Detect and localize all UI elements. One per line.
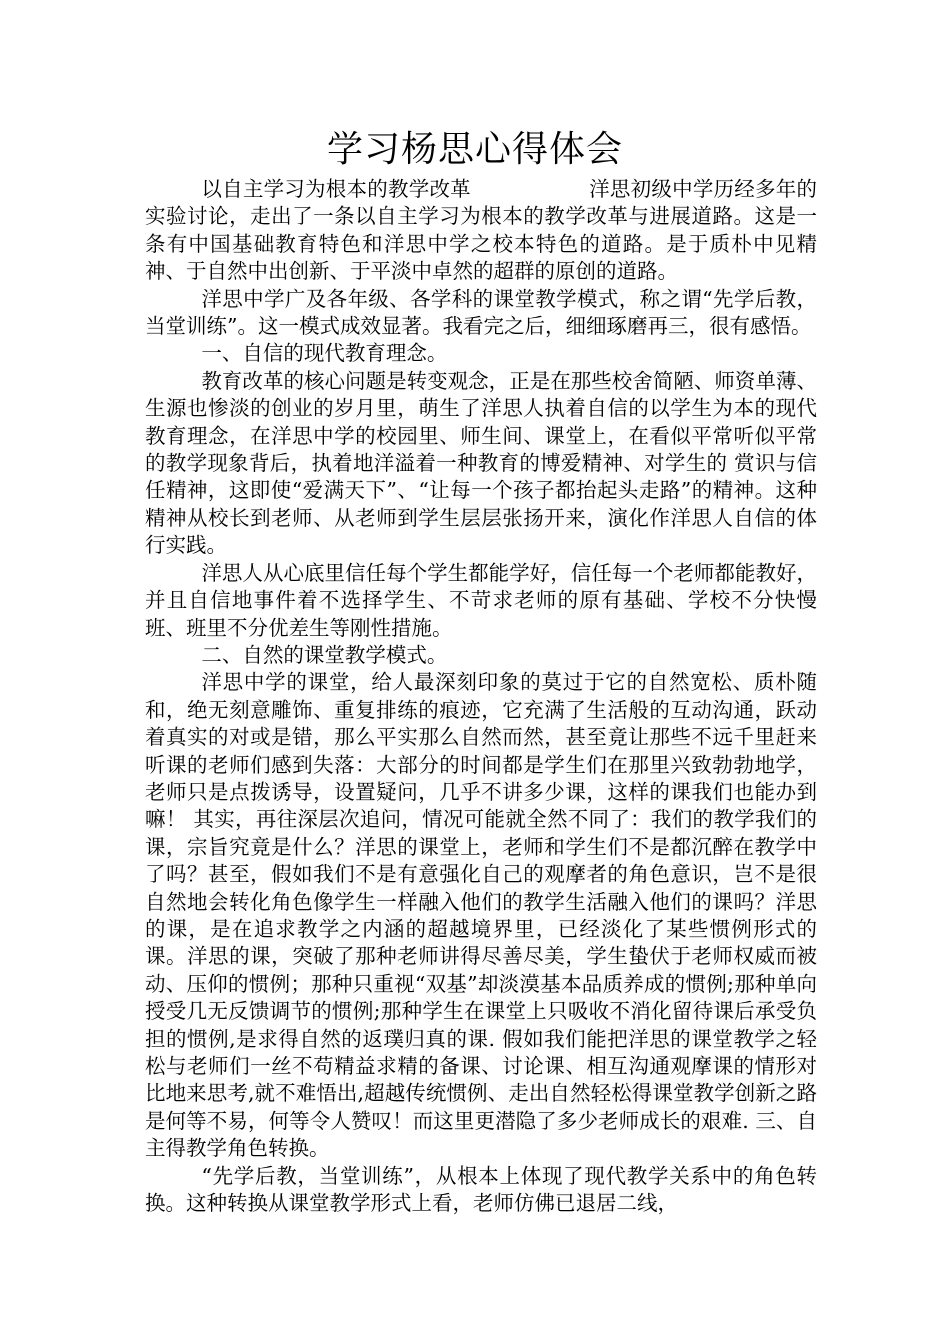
paragraph: 教育改革的核心问题是转变观念，正是在那些校舍简陋、师资单薄、生源也惨淡的创业的岁月里，萌生了洋思人执着自信的以学生为本的现代教育理念，在洋思中学的校园里、师生间、课堂上，在看似平常听似平常的教学现象背后，执着地洋溢着一种教育的博爱精神、对学生的 赏识与信任精神，这即使“爱满天下”、“让每一个孩子都抬起头走路”的精神。这种精神从校长到老师、从老师到学生层层张扬开来，演化作洋思人自信的体行实践。 — [145, 368, 817, 558]
section-heading-2: 二、自然的课堂教学模式。 — [201, 642, 448, 667]
paragraph: 洋思中学的课堂，给人最深刻印象的莫过于它的自然宽松、质朴随和，绝无刻意雕饰、重复排练的痕迹，它充满了生活般的互动沟通，跃动着真实的对或是错，那么平实那么自然而然，甚至竟让那些不远千里赶来听课的老师们感到失落：大部分的时间都是学生们在那里兴致勃勃地学，老师只是点拨诱导，设置疑问，几乎不讲多少课，这样的课我们也能办到嘛！ 其实，再往深层次追问，情况可能就全然不同了：我们的教学我们的课，宗旨究竟是什么？洋思的课堂上，老师和学生们不是都沉醉在教学中了吗？甚至，假如我们不是有意强化自己的观摩者的角色意识，岂不是很自然地会转化角色像学生一样融入他们的教学生活融入他们的课吗？洋思的课，是在追求教学之内涵的超越境界里，已经淡化了某些惯例形式的课。洋思的课，突破了那种老师讲得尽善尽美，学生蛰伏于老师权威而被动、压仰的惯例；那种只重视“双基”却淡漠基本品质养成的惯例;那种单向授受几无反馈调节的惯例;那种学生在课堂上只吸收不消化留待课后承受负担的惯例,是求得自然的返璞归真的课. 假如我们能把洋思的课堂教学之轻松与老师们一丝不苟精益求精的备课、讨论课、相互沟通观摩课的情形对比地来思考,就不难悟出,超越传统惯例、走出自然轻松得课堂教学创新之路是何等不易，何等令人赞叹！而这里更潜隐了多少老师成长的艰难. 三、自主得教学角色转换。 — [145, 670, 817, 1161]
paragraph-intro — [145, 176, 817, 286]
intro-text: 洋思初级中学历经多年的实验讨论，走出了一条以自主学习为根本的教学改革与进展道路。这是一条有中国基础教育特色和洋思中学之校本特色的道路。是于质朴中见精神、于自然中出创新、于平淡中卓然的超群的原创的道路。 — [145, 177, 817, 284]
document-body — [145, 176, 817, 1217]
intro-heading: 以自主学习为根本的教学改革 — [201, 177, 471, 201]
paragraph: 洋思人从心底里信任每个学生都能学好，信任每一个老师都能教好，并且自信地事件着不选择学生、不苛求老师的原有基础、学校不分快慢班、班里不分优差生等刚性措施。 — [145, 560, 817, 640]
paragraph: 洋思中学广及各年级、各学科的课堂教学模式，称之谓“先学后教，当堂训练”。这一模式成效显著。我看完之后，细细琢磨再三，很有感悟。 — [145, 286, 817, 339]
paragraph: “先学后教，当堂训练”，从根本上体现了现代教学关系中的角色转换。这种转换从课堂教学形式上看，老师仿佛已退居二线， — [145, 1163, 817, 1216]
section-heading-1: 一、自信的现代教育理念。 — [201, 341, 448, 366]
document-title: 学习杨思心得体会 — [326, 129, 623, 170]
